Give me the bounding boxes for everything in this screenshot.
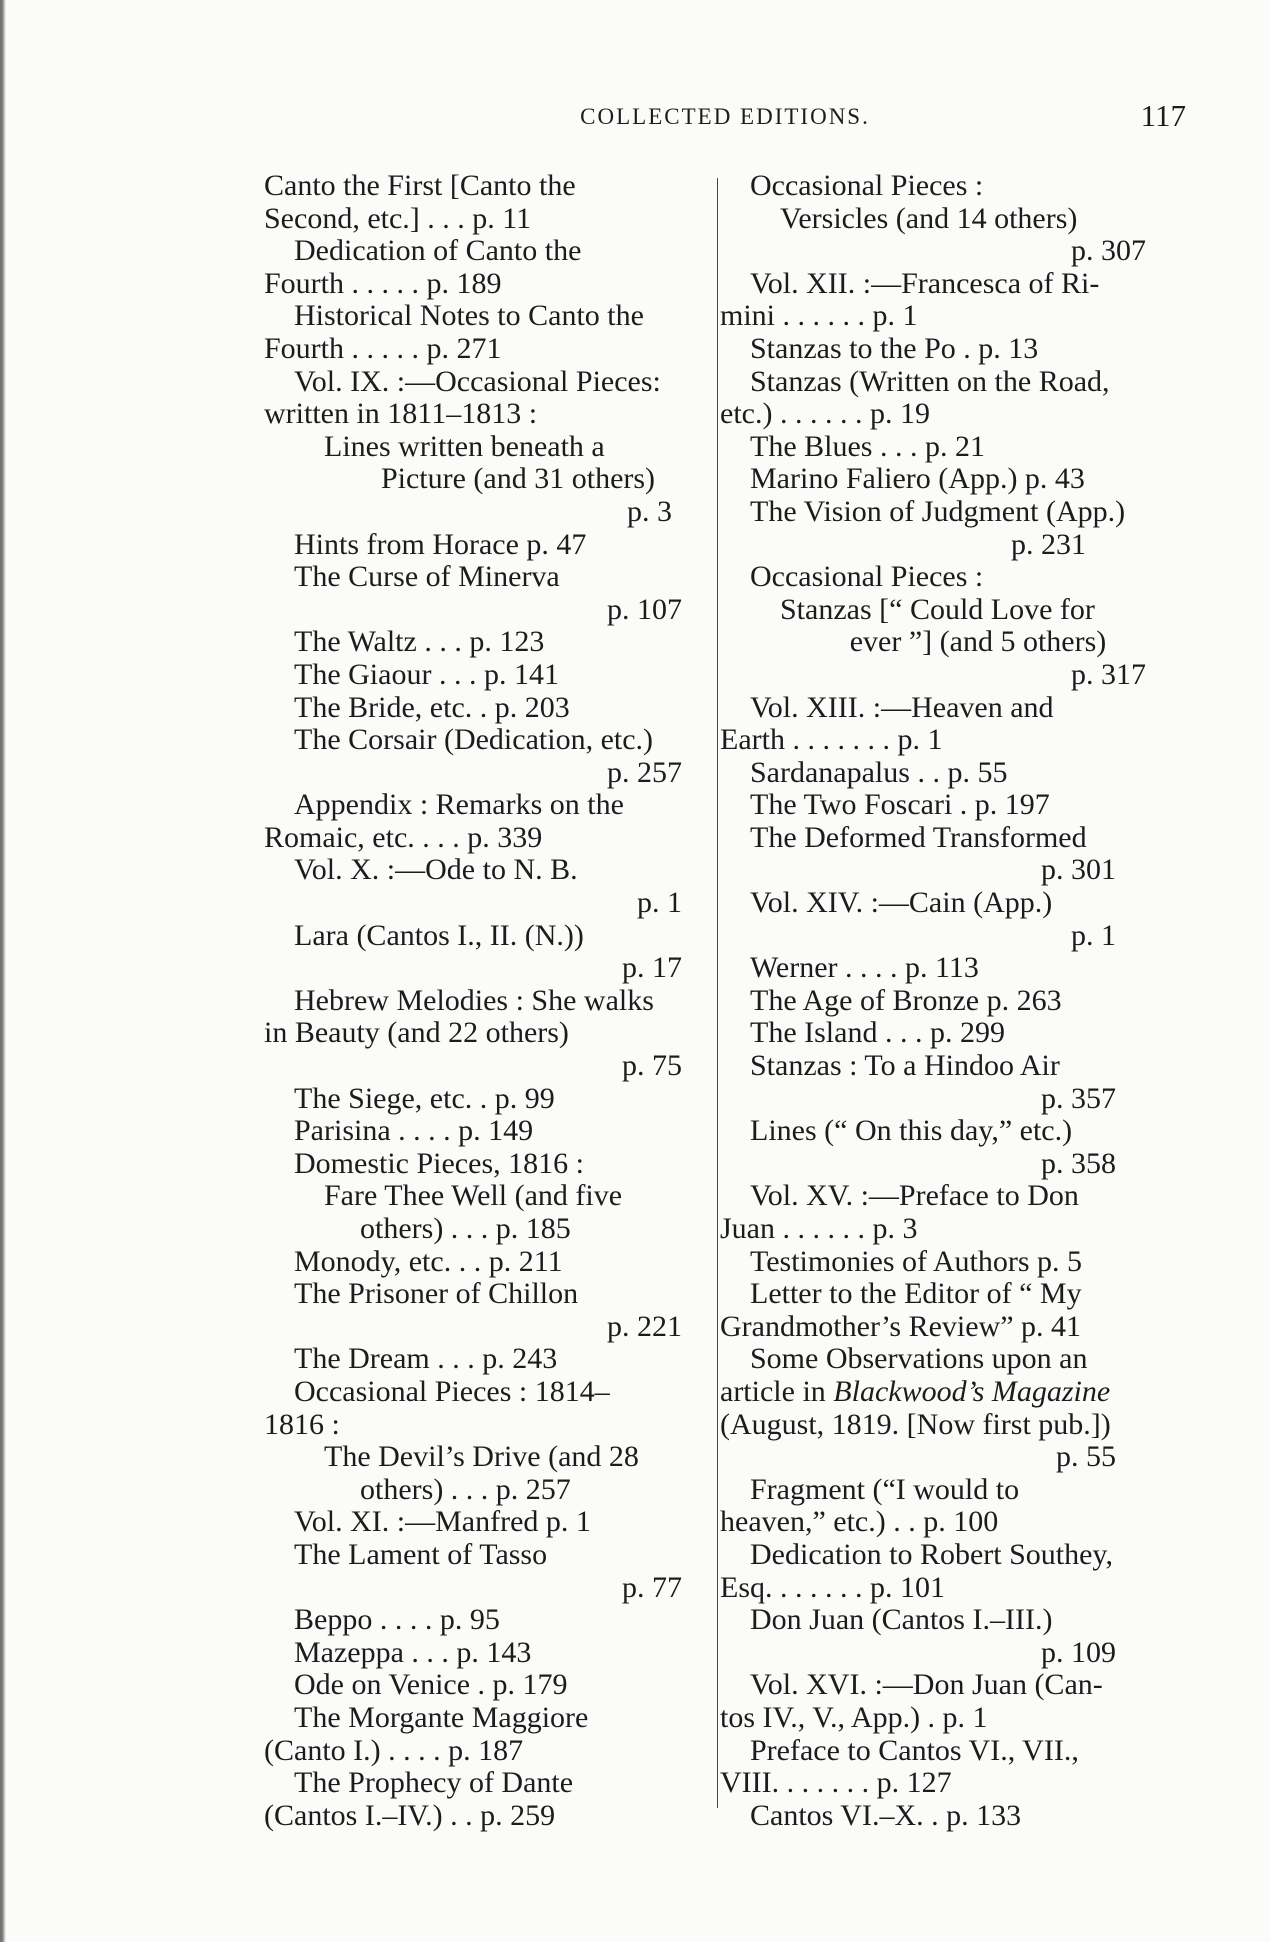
column-divider (717, 178, 718, 1808)
index-line: Historical Notes to Canto the (294, 300, 644, 333)
index-line-text: article in (720, 1375, 826, 1408)
index-line: The Siege, etc. . p. 99 (294, 1082, 555, 1115)
index-line: The Vision of Judgment (App.) (750, 495, 1126, 528)
index-line: Hints from Horace p. 47 (294, 528, 587, 561)
index-line: Stanzas : To a Hindoo Air (750, 1050, 1060, 1083)
index-line: Canto the First [Canto the (264, 170, 576, 202)
index-line: Lara (Cantos I., II. (N.)) (294, 919, 584, 952)
index-line: Vol. IX. :—Occasional Pieces: (294, 365, 661, 398)
index-line: Stanzas [“ Could Love for (780, 593, 1095, 626)
index-line: Fare Thee Well (and five (324, 1180, 623, 1213)
index-line: others) . . . p. 185 (360, 1213, 571, 1245)
scan-edge-shadow (0, 0, 6, 1942)
index-line: Appendix : Remarks on the (294, 789, 624, 822)
index-line: Fourth . . . . . p. 189 (264, 267, 502, 300)
index-line: The Blues . . . p. 21 (750, 430, 985, 463)
index-line: Beppo . . . . p. 95 (294, 1604, 500, 1637)
index-line: Mazeppa . . . p. 143 (294, 1636, 532, 1669)
index-line: Some Observations upon an (750, 1343, 1088, 1376)
page-number: 117 (1140, 98, 1186, 133)
index-line: (Cantos I.–IV.) . . p. 259 (264, 1799, 556, 1832)
index-line: p. 317 (1071, 658, 1146, 691)
index-line: Cantos VI.–X. . p. 133 (750, 1799, 1022, 1832)
index-line: The Prisoner of Chillon (294, 1278, 579, 1311)
right-column (720, 170, 1176, 1832)
index-line: The Devil’s Drive (and 28 (324, 1441, 639, 1474)
index-line: Domestic Pieces, 1816 : (294, 1147, 584, 1180)
index-line: The Curse of Minerva (294, 561, 560, 594)
index-line (720, 1376, 1176, 1409)
index-line: mini . . . . . . p. 1 (720, 300, 918, 333)
index-line: Parisina . . . . p. 149 (294, 1115, 534, 1148)
index-line: Dedication of Canto the (294, 235, 582, 268)
index-line: p. 55 (1056, 1441, 1116, 1474)
index-line: The Age of Bronze p. 263 (750, 984, 1062, 1017)
index-line: VIII. . . . . . . p. 127 (720, 1767, 952, 1800)
index-line: Vol. XVI. :—Don Juan (Can- (750, 1669, 1103, 1702)
index-line: Ode on Venice . p. 179 (294, 1669, 568, 1702)
index-line: p. 257 (607, 756, 682, 789)
index-line: p. 107 (607, 593, 682, 626)
index-line: Don Juan (Cantos I.–III.) (750, 1604, 1053, 1637)
magazine-title: Blackwood’s Magazine (833, 1375, 1111, 1408)
index-line: p. 109 (1041, 1636, 1116, 1669)
index-line: tos IV., V., App.) . p. 1 (720, 1701, 988, 1734)
index-line: Occasional Pieces : 1814– (294, 1375, 610, 1408)
index-line: 1816 : (264, 1408, 340, 1441)
index-line: Earth . . . . . . . p. 1 (720, 724, 943, 757)
index-line: others) . . . p. 257 (360, 1473, 571, 1506)
index-line: Vol. XIV. :—Cain (App.) (750, 887, 1053, 920)
index-line: written in 1811–1813 : (264, 398, 538, 431)
index-line: Stanzas to the Po . p. 13 (750, 332, 1039, 365)
index-line: p. 1 (637, 887, 682, 920)
index-line: (Canto I.) . . . . p. 187 (264, 1734, 524, 1767)
index-line: The Corsair (Dedication, etc.) (294, 724, 654, 757)
index-line: Dedication to Robert Southey, (750, 1538, 1113, 1571)
index-line: Marino Faliero (App.) p. 43 (750, 463, 1085, 496)
index-line: Testimonies of Authors p. 5 (750, 1245, 1083, 1278)
index-line: Vol. X. :—Ode to N. B. (294, 854, 578, 887)
index-line: Vol. XV. :—Preface to Don (750, 1180, 1079, 1213)
index-line: p. 3 (627, 495, 672, 528)
index-line: Vol. XI. :—Manfred p. 1 (294, 1506, 591, 1539)
index-line: etc.) . . . . . . p. 19 (720, 398, 930, 431)
page-header (264, 98, 1186, 138)
index-line: Picture (and 31 others) (380, 463, 656, 496)
index-line: Monody, etc. . . p. 211 (294, 1245, 563, 1278)
index-line: Occasional Pieces : (750, 561, 984, 594)
index-line: Fourth . . . . . p. 271 (264, 332, 502, 365)
index-line: p. 75 (622, 1050, 682, 1083)
index-line: Preface to Cantos VI., VII., (750, 1734, 1079, 1767)
index-line: Versicles (and 14 others) (780, 202, 1078, 235)
index-line: p. 77 (622, 1571, 682, 1604)
index-line: p. 221 (607, 1310, 682, 1343)
index-line: Vol. XII. :—Francesca of Ri- (750, 267, 1100, 300)
index-line: p. 307 (1071, 235, 1146, 268)
index-line: Letter to the Editor of “ My (750, 1278, 1082, 1311)
index-line: p. 301 (1041, 854, 1116, 887)
index-line: The Two Foscari . p. 197 (750, 789, 1050, 822)
index-line: Lines (“ On this day,” etc.) (750, 1115, 1073, 1148)
index-line: Juan . . . . . . p. 3 (720, 1213, 918, 1245)
index-line: Fragment (“I would to (750, 1473, 1020, 1506)
index-line: ever ”] (and 5 others) (849, 626, 1107, 659)
index-line: in Beauty (and 22 others) (264, 1017, 569, 1050)
index-line: The Giaour . . . p. 141 (294, 658, 559, 691)
index-line: The Morgante Maggiore (294, 1701, 589, 1734)
index-line: The Waltz . . . p. 123 (294, 626, 545, 659)
index-line: p. 231 (1011, 528, 1086, 561)
index-line: Second, etc.] . . . p. 11 (264, 202, 532, 235)
left-column (264, 170, 712, 1832)
index-line: p. 357 (1041, 1082, 1116, 1115)
index-line: Sardanapalus . . p. 55 (750, 756, 1008, 789)
index-line: The Island . . . p. 299 (750, 1017, 1005, 1050)
index-line: p. 358 (1041, 1147, 1116, 1180)
index-line: (August, 1819. [Now first pub.]) (720, 1408, 1111, 1441)
index-line: The Prophecy of Dante (294, 1767, 574, 1800)
index-line: The Dream . . . p. 243 (294, 1343, 558, 1376)
running-head: COLLECTED EDITIONS. (580, 104, 870, 129)
index-line: Stanzas (Written on the Road, (750, 365, 1110, 398)
index-line: The Deformed Transformed (750, 821, 1087, 854)
index-line: The Lament of Tasso (294, 1538, 548, 1571)
index-line: p. 1 (1071, 919, 1116, 952)
index-line: Vol. XIII. :—Heaven and (750, 691, 1054, 724)
index-line: Lines written beneath a (324, 430, 605, 463)
index-line: The Bride, etc. . p. 203 (294, 691, 570, 724)
index-line: heaven,” etc.) . . p. 100 (720, 1506, 999, 1539)
index-line: p. 17 (622, 952, 682, 985)
index-line: Romaic, etc. . . . p. 339 (264, 821, 543, 854)
index-line: Hebrew Melodies : She walks (294, 984, 654, 1017)
index-line: Occasional Pieces : (750, 170, 984, 202)
index-line: Esq. . . . . . . p. 101 (720, 1571, 945, 1604)
index-line: Grandmother’s Review” p. 41 (720, 1310, 1082, 1343)
index-line: Werner . . . . p. 113 (750, 952, 979, 985)
